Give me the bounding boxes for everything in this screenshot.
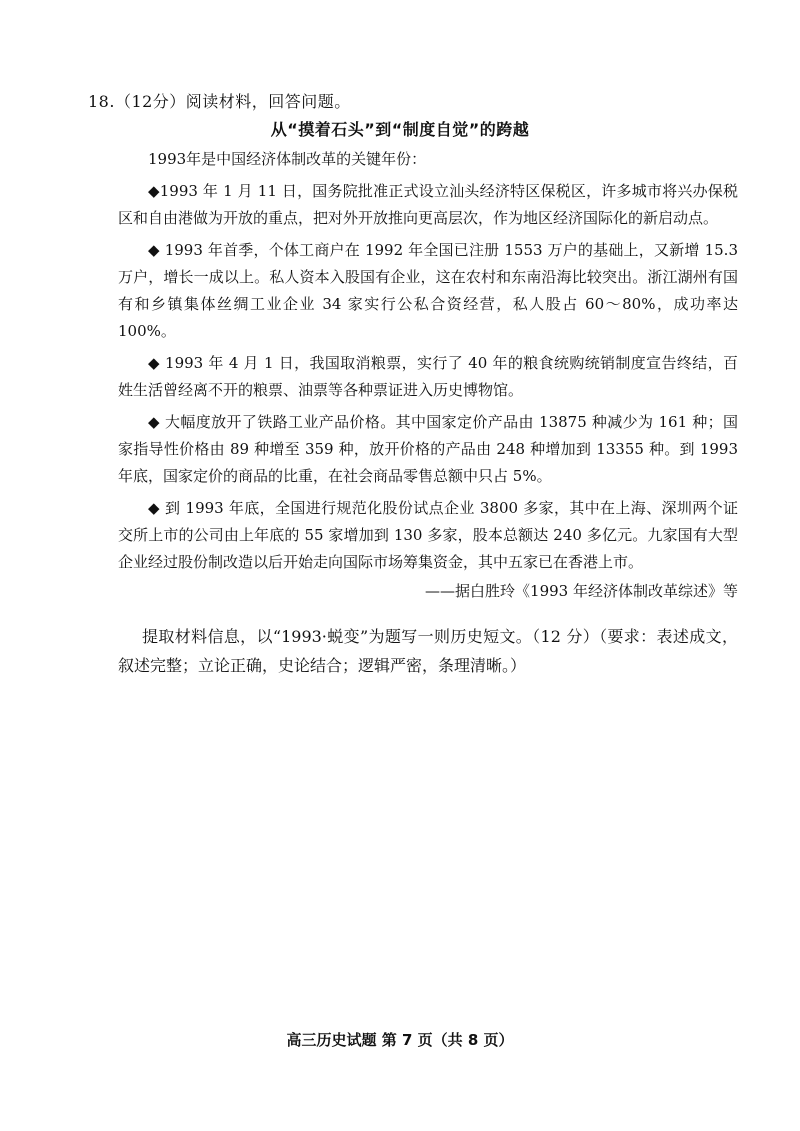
material-bullet-5: ◆ 到 1993 年底，全国进行规范化股份试点企业 3800 多家，其中在上海、深圳两个证交所上市的公司由上年底的 55 家增加到 130 多家，股本总额达 240 多亿元。九家国有大型企业经过股份制改造以后开始走向国际市场筹集资金，其中五家已在香港上市。 xyxy=(118,499,738,571)
material-title: 从“摸着石头”到“制度自觉”的跨越 xyxy=(270,120,530,139)
material-bullet-2: ◆ 1993 年首季，个体工商户在 1992 年全国已注册 1553 万户的基础上，又新增 15.3 万户，增长一成以上。私人资本入股国有企业，这在农村和东南沿海比较突出。浙江湖州有国有和乡镇集体丝绸工业企业 34 家实行公私合资经营，私人股占 60～80%，成功率达 100%。 xyxy=(118,241,738,340)
material-bullet-1: ◆1993 年 1 月 11 日，国务院批准正式设立汕头经济特区保税区，许多城市将兴办保税区和自由港做为开放的重点，把对外开放推向更高层次，作为地区经济国际化的新启动点。 xyxy=(118,182,738,227)
question-prompt: 提取材料信息，以“1993·蜕变”为题写一则历史短文。（12 分）（要求：表述成文，叙述完整；立论正确，史论结合；逻辑严密，条理清晰。） xyxy=(118,627,738,675)
material-bullet-4: ◆ 大幅度放开了铁路工业产品价格。其中国家定价产品由 13875 种减少为 161 种；国家指导性价格由 89 种增至 359 种，放开价格的产品由 248 种增加到 13355 种。到 1993 年底，国家定价的商品的比重，在社会商品零售总额中只占 5%。 xyxy=(118,413,738,485)
material-bullet-3: ◆ 1993 年 4 月 1 日，我国取消粮票，实行了 40 年的粮食统购统销制度宣告终结，百姓生活曾经离不开的粮票、油票等各种票证进入历史博物馆。 xyxy=(118,354,738,399)
material-source: ——据白胜玲《1993 年经济体制改革综述》等 xyxy=(425,582,738,600)
page-footer: 高三历史试题 第 7 页（共 8 页） xyxy=(286,1031,514,1049)
material-body xyxy=(118,146,738,605)
question-header: 18.（12分）阅读材料，回答问题。 xyxy=(88,92,351,111)
material-intro: 1993年是中国经济体制改革的关键年份： xyxy=(148,150,427,168)
